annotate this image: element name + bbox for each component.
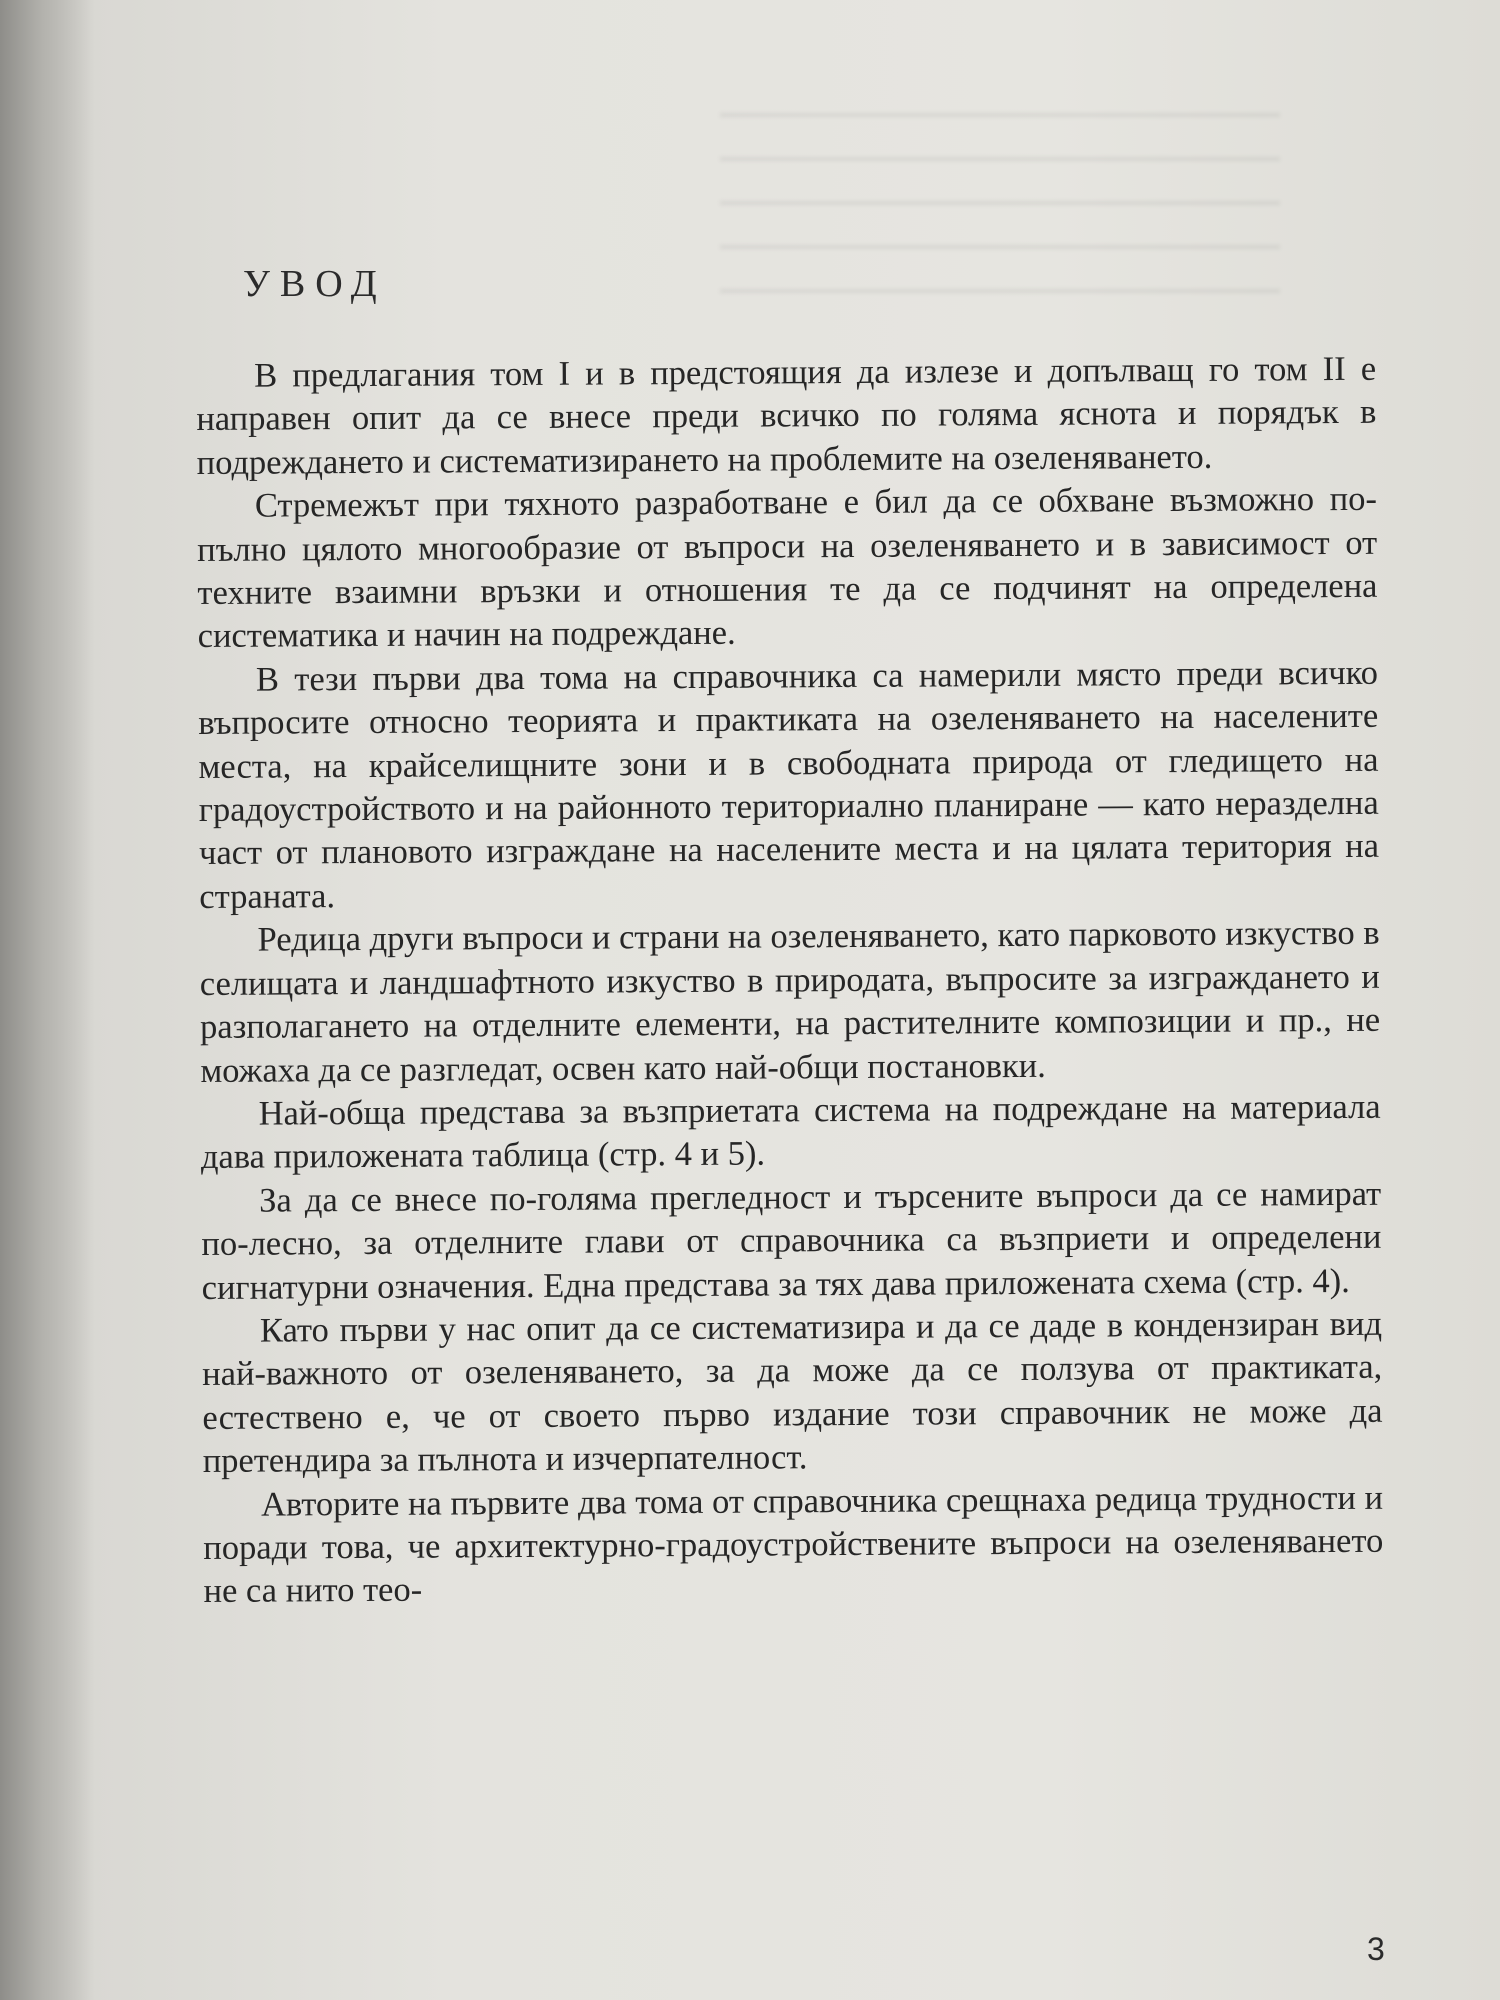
paragraph: В тези първи два тома на справочника са намерили място преди всичко въпросите относно теорията и практиката на озеленяването на населените места, на крайселищните зони и в свободната природа от гледището на градоустройството и на районното териториално планиране — като неразделна част от плановото изграждане на населените места и на цялата територия на страната.	[198, 653, 1380, 916]
body-text	[196, 348, 1384, 1614]
paragraph: Авторите на първите два тома от справочника срещнаха редица трудности и поради това, че архитектурно-градоустройствените въпроси на озеленяването не са нито тео-	[203, 1478, 1384, 1611]
paragraph: Стремежът при тяхното разработване е бил да се обхване възможно по-пълно цялото многообразие от въпроси на озеленяването и в зависимост от техните взаимни връзки и отношения те да се подчинят на определена систематика и начин на подреждане.	[197, 480, 1378, 656]
paragraph: Най-обща представа за възприетата система на подреждане на материала дава приложената таблица (стр. 4 и 5).	[200, 1087, 1381, 1177]
paragraph: Редица други въпроси и страни на озеленяването, като парковото изкуство в селищата и ландшафтното изкуство в природата, въпросите за изграждането и разполагането на отделните елементи, на растителните композиции и пр., не можаха да се разгледат, освен като най-общи постановки.	[199, 914, 1381, 1090]
binding-gutter-shadow	[0, 0, 95, 2000]
paragraph: Като първи у нас опит да се систематизира и да се даде в кондензиран вид най-важното от озеленяването, за да може да се ползува от практиката, естествено е, че от своето първо издание този справочник не може да претендира за пълнота и изчерпателност.	[202, 1304, 1383, 1481]
chapter-heading: УВОД	[243, 263, 387, 305]
paragraph: В предлагания том I и в предстоящия да излезе и допълващ го том II е направен опит да се внесе преди всичко по голяма яснота и порядък в подреждането и систематизирането на проблемите на озеленяването.	[196, 349, 1377, 482]
page-number: 3	[1367, 1931, 1385, 1967]
bleed-through-texture	[720, 95, 1280, 325]
paragraph: За да се внесе по-голяма прегледност и търсените въпроси да се намират по-лесно, за отделните глави от справочника са възприети и определени сигнатурни означения. Една представа за тях дава приложената схема (стр. 4).	[201, 1174, 1382, 1307]
